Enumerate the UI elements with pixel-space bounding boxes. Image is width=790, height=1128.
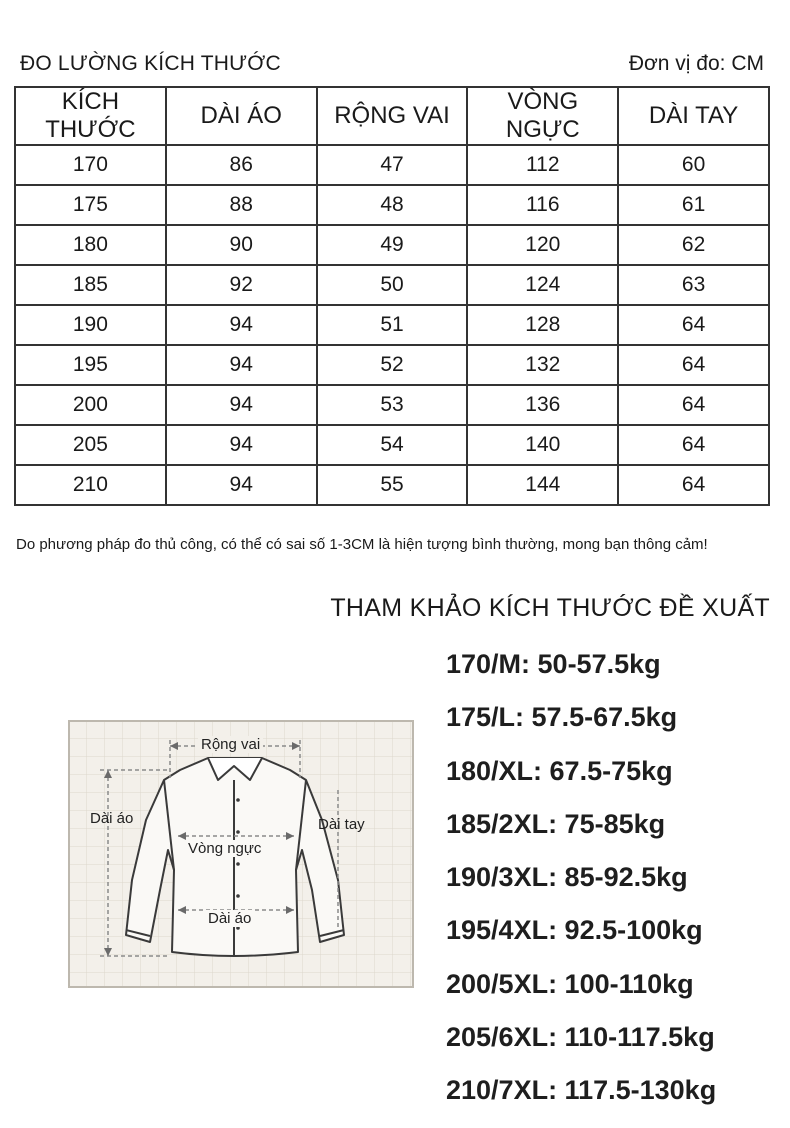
table-row [15, 225, 769, 265]
recommendation-item: 175/L: 57.5-67.5kg [446, 702, 678, 733]
table-cell: 64 [618, 305, 769, 345]
table-cell: 140 [467, 425, 618, 465]
shoulder-width-label: Rộng vai [198, 736, 263, 753]
table-cell: 94 [166, 345, 317, 385]
table-cell: 195 [15, 345, 166, 385]
table-cell: 50 [317, 265, 468, 305]
table-cell: 63 [618, 265, 769, 305]
table-cell: 94 [166, 385, 317, 425]
table-cell: 120 [467, 225, 618, 265]
recommendation-list [446, 648, 716, 1128]
recommendation-item: 200/5XL: 100-110kg [446, 968, 694, 999]
shirt-measurement-diagram [68, 720, 414, 988]
table-cell: 88 [166, 185, 317, 225]
table-row [15, 265, 769, 305]
table-cell: 94 [166, 465, 317, 505]
sleeve-length-label: Dài tay [318, 816, 365, 833]
column-header: RỘNG VAI [317, 87, 468, 145]
table-cell: 180 [15, 225, 166, 265]
chest-label: Vòng ngực [188, 840, 262, 857]
table-cell: 90 [166, 225, 317, 265]
recommendation-item: 195/4XL: 92.5-100kg [446, 915, 703, 946]
table-cell: 55 [317, 465, 468, 505]
size-table [14, 86, 770, 506]
table-cell: 128 [467, 305, 618, 345]
recommendation-item: 185/2XL: 75-85kg [446, 808, 666, 839]
table-row [15, 305, 769, 345]
table-cell: 175 [15, 185, 166, 225]
table-cell: 144 [467, 465, 618, 505]
table-cell: 62 [618, 225, 769, 265]
length-label-left: Dài áo [90, 810, 134, 827]
table-cell: 51 [317, 305, 468, 345]
table-cell: 132 [467, 345, 618, 385]
table-row [15, 425, 769, 465]
column-header: KÍCH THƯỚC [15, 87, 166, 145]
measurement-note: Do phương pháp đo thủ công, có thể có sai số 1-3CM là hiện tượng bình thường, mong bạn thông cảm! [16, 536, 708, 553]
table-cell: 210 [15, 465, 166, 505]
recommendation-title: THAM KHẢO KÍCH THƯỚC ĐỀ XUẤT [330, 594, 770, 622]
recommendation-item: 180/XL: 67.5-75kg [446, 755, 673, 786]
table-cell: 205 [15, 425, 166, 465]
table-cell: 64 [618, 425, 769, 465]
table-cell: 200 [15, 385, 166, 425]
table-cell: 60 [618, 145, 769, 185]
table-cell: 64 [618, 345, 769, 385]
recommendation-item: 190/3XL: 85-92.5kg [446, 862, 688, 893]
table-cell: 48 [317, 185, 468, 225]
column-header: DÀI ÁO [166, 87, 317, 145]
unit-label: Đơn vị đo: CM [628, 52, 764, 75]
table-cell: 86 [166, 145, 317, 185]
table-cell: 54 [317, 425, 468, 465]
table-cell: 64 [618, 465, 769, 505]
table-row [15, 145, 769, 185]
table-cell: 190 [15, 305, 166, 345]
recommendation-item: 170/M: 50-57.5kg [446, 649, 661, 679]
column-header: DÀI TAY [618, 87, 769, 145]
table-cell: 52 [317, 345, 468, 385]
page-title: ĐO LƯỜNG KÍCH THƯỚC [20, 52, 281, 75]
table-cell: 112 [467, 145, 618, 185]
table-cell: 136 [467, 385, 618, 425]
table-cell: 185 [15, 265, 166, 305]
table-cell: 94 [166, 425, 317, 465]
table-row [15, 185, 769, 225]
table-cell: 61 [618, 185, 769, 225]
table-cell: 92 [166, 265, 317, 305]
table-cell: 49 [317, 225, 468, 265]
table-cell: 170 [15, 145, 166, 185]
table-cell: 53 [317, 385, 468, 425]
table-row [15, 345, 769, 385]
length-label-bottom: Dài áo [208, 910, 252, 927]
recommendation-item: 210/7XL: 117.5-130kg [446, 1075, 717, 1106]
table-cell: 116 [467, 185, 618, 225]
table-cell: 47 [317, 145, 468, 185]
column-header: VÒNG NGỰC [467, 87, 618, 145]
table-row [15, 465, 769, 505]
table-cell: 64 [618, 385, 769, 425]
table-cell: 94 [166, 305, 317, 345]
table-row [15, 385, 769, 425]
table-header-row [15, 87, 769, 145]
recommendation-item: 205/6XL: 110-117.5kg [446, 1022, 715, 1053]
table-cell: 124 [467, 265, 618, 305]
